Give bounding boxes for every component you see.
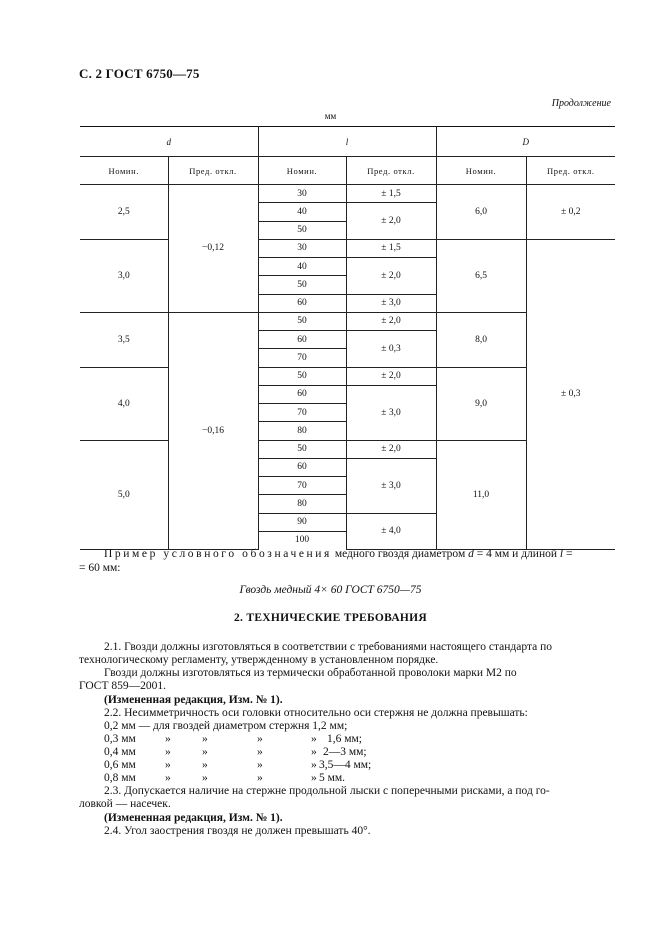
group-l: l bbox=[258, 127, 436, 157]
asym-value: 0,8 мм bbox=[104, 772, 136, 784]
asym-ditto-3: » bbox=[257, 772, 263, 784]
d-nom-cell: 2,5 bbox=[80, 185, 168, 240]
D-nom-cell: 8,0 bbox=[436, 312, 526, 367]
para-2-3-line-1: 2.3. Допускается наличие на стержне продольной лыски с поперечными рисками, а под го- bbox=[104, 785, 550, 797]
list-item bbox=[104, 746, 564, 759]
revision-note-2: (Измененная редакция, Изм. № 1). bbox=[104, 812, 283, 824]
l-tol-cell: ± 2,0 bbox=[346, 440, 436, 458]
l-tol-cell: ± 3,0 bbox=[346, 458, 436, 513]
asym-ditto-4: » bbox=[311, 733, 317, 745]
group-d: d bbox=[80, 127, 258, 157]
example-line bbox=[104, 548, 572, 561]
l-nom-cell: 60 bbox=[258, 294, 346, 312]
continuation-label: Продолжение bbox=[551, 98, 611, 109]
asym-value: 0,4 мм bbox=[104, 746, 136, 758]
l-nom-cell: 60 bbox=[258, 385, 346, 403]
asym-ditto-2: » bbox=[202, 746, 208, 758]
subhead-D-tol: Пред. откл. bbox=[526, 157, 615, 185]
D-nom-cell: 11,0 bbox=[436, 440, 526, 549]
subhead-l-tol: Пред. откл. bbox=[346, 157, 436, 185]
asym-ditto-1: » bbox=[165, 772, 171, 784]
asym-diameter: 2—3 мм; bbox=[323, 746, 367, 758]
units-label: мм bbox=[324, 111, 337, 121]
asym-ditto-1: » bbox=[165, 759, 171, 771]
asym-ditto-2: » bbox=[202, 759, 208, 771]
l-nom-cell: 50 bbox=[258, 221, 346, 239]
table-group-header-row bbox=[80, 127, 615, 157]
asym-ditto-2: » bbox=[202, 772, 208, 784]
subhead-l-nom: Номин. bbox=[258, 157, 346, 185]
para-2-3-line-2: ловкой — насечек. bbox=[79, 798, 171, 810]
l-nom-cell: 60 bbox=[258, 331, 346, 349]
para-2-1-line-1: 2.1. Гвозди должны изготовляться в соответствии с требованиями настоящего стандарта по bbox=[104, 641, 552, 653]
d-tol-cell: −0,12 bbox=[168, 185, 258, 313]
l-nom-cell: 30 bbox=[258, 239, 346, 257]
subhead-d-tol: Пред. откл. bbox=[168, 157, 258, 185]
list-item bbox=[104, 772, 564, 785]
l-nom-cell: 40 bbox=[258, 258, 346, 276]
example-text-2: = 4 мм и длиной bbox=[473, 548, 560, 560]
asym-ditto-4: » bbox=[311, 772, 317, 784]
d-nom-cell: 3,5 bbox=[80, 312, 168, 367]
asym-value: 0,6 мм bbox=[104, 759, 136, 771]
l-nom-cell: 30 bbox=[258, 185, 346, 203]
l-nom-cell: 50 bbox=[258, 312, 346, 330]
l-tol-cell: ± 2,0 bbox=[346, 367, 436, 385]
subhead-D-nom: Номин. bbox=[436, 157, 526, 185]
example-line-2: = 60 мм: bbox=[79, 562, 121, 574]
l-nom-cell: 60 bbox=[258, 458, 346, 476]
page-header: С. 2 ГОСТ 6750—75 bbox=[79, 66, 200, 81]
para-2-4: 2.4. Угол заострения гвоздя не должен превышать 40°. bbox=[104, 825, 371, 837]
example-text-3: = bbox=[563, 548, 573, 560]
asym-diameter: 3,5—4 мм; bbox=[319, 759, 372, 771]
l-tol-cell: ± 2,0 bbox=[346, 258, 436, 295]
asym-ditto-1: » bbox=[165, 733, 171, 745]
asym-ditto-2: » bbox=[202, 733, 208, 745]
para-wire-line-1: Гвозди должны изготовляться из термически обработанной проволоки марки М2 по bbox=[104, 667, 517, 679]
l-nom-cell: 80 bbox=[258, 495, 346, 513]
D-nom-cell: 6,0 bbox=[436, 185, 526, 240]
l-tol-cell: ± 1,5 bbox=[346, 239, 436, 257]
asym-diameter: 1,6 мм; bbox=[327, 733, 362, 745]
l-nom-cell: 50 bbox=[258, 276, 346, 294]
para-2-2: 2.2. Несимметричность оси головки относительно оси стержня не должна превышать: bbox=[104, 707, 528, 719]
l-nom-cell: 40 bbox=[258, 203, 346, 221]
para-wire-line-2: ГОСТ 859—2001. bbox=[79, 680, 167, 692]
D-nom-cell: 6,5 bbox=[436, 239, 526, 312]
para-2-1-line-2: технологическому регламенту, утвержденному в установленном порядке. bbox=[79, 654, 439, 666]
asym-value: 0,3 мм bbox=[104, 733, 136, 745]
example-d-var: d bbox=[468, 548, 474, 560]
example-l-var: l bbox=[559, 548, 564, 560]
example-text-1: медного гвоздя диаметром bbox=[331, 548, 469, 560]
l-nom-cell: 70 bbox=[258, 477, 346, 495]
l-nom-cell: 100 bbox=[258, 531, 346, 549]
dimensions-table bbox=[80, 126, 615, 550]
D-tol-cell: ± 0,2 bbox=[526, 185, 615, 240]
l-nom-cell: 70 bbox=[258, 404, 346, 422]
table-subheader-row bbox=[80, 157, 615, 185]
d-tol-cell: −0,16 bbox=[168, 312, 258, 549]
group-D: D bbox=[436, 127, 615, 157]
d-nom-cell: 4,0 bbox=[80, 367, 168, 440]
l-nom-cell: 50 bbox=[258, 367, 346, 385]
l-tol-cell: ± 4,0 bbox=[346, 513, 436, 549]
l-tol-cell: ± 0,3 bbox=[346, 331, 436, 368]
table-row bbox=[80, 185, 615, 203]
section-title: 2. ТЕХНИЧЕСКИЕ ТРЕБОВАНИЯ bbox=[233, 612, 428, 624]
asym-ditto-1: » bbox=[165, 746, 171, 758]
l-nom-cell: 80 bbox=[258, 422, 346, 440]
l-nom-cell: 50 bbox=[258, 440, 346, 458]
D-tol-cell: ± 0,3 bbox=[526, 239, 615, 549]
D-nom-cell: 9,0 bbox=[436, 367, 526, 440]
l-tol-cell: ± 3,0 bbox=[346, 294, 436, 312]
asymmetry-first: 0,2 мм — для гвоздей диаметром стержня 1,2 мм; bbox=[104, 720, 348, 732]
list-item bbox=[104, 759, 564, 772]
list-item bbox=[104, 733, 564, 746]
example-designation: Гвоздь медный 4× 60 ГОСТ 6750—75 bbox=[239, 584, 422, 596]
table-row bbox=[80, 239, 615, 257]
asym-ditto-3: » bbox=[257, 733, 263, 745]
asym-ditto-4: » bbox=[311, 746, 317, 758]
example-label: Пример условного обозначения bbox=[104, 548, 332, 560]
l-tol-cell: ± 3,0 bbox=[346, 385, 436, 440]
asym-ditto-4: » bbox=[311, 759, 317, 771]
l-nom-cell: 70 bbox=[258, 349, 346, 367]
asym-diameter: 5 мм. bbox=[319, 772, 346, 784]
l-nom-cell: 90 bbox=[258, 513, 346, 531]
l-tol-cell: ± 2,0 bbox=[346, 203, 436, 240]
l-tol-cell: ± 1,5 bbox=[346, 185, 436, 203]
d-nom-cell: 5,0 bbox=[80, 440, 168, 549]
asym-ditto-3: » bbox=[257, 746, 263, 758]
l-tol-cell: ± 2,0 bbox=[346, 312, 436, 330]
asym-ditto-3: » bbox=[257, 759, 263, 771]
d-nom-cell: 3,0 bbox=[80, 239, 168, 312]
subhead-d-nom: Номин. bbox=[80, 157, 168, 185]
revision-note-1: (Измененная редакция, Изм. № 1). bbox=[104, 694, 283, 706]
